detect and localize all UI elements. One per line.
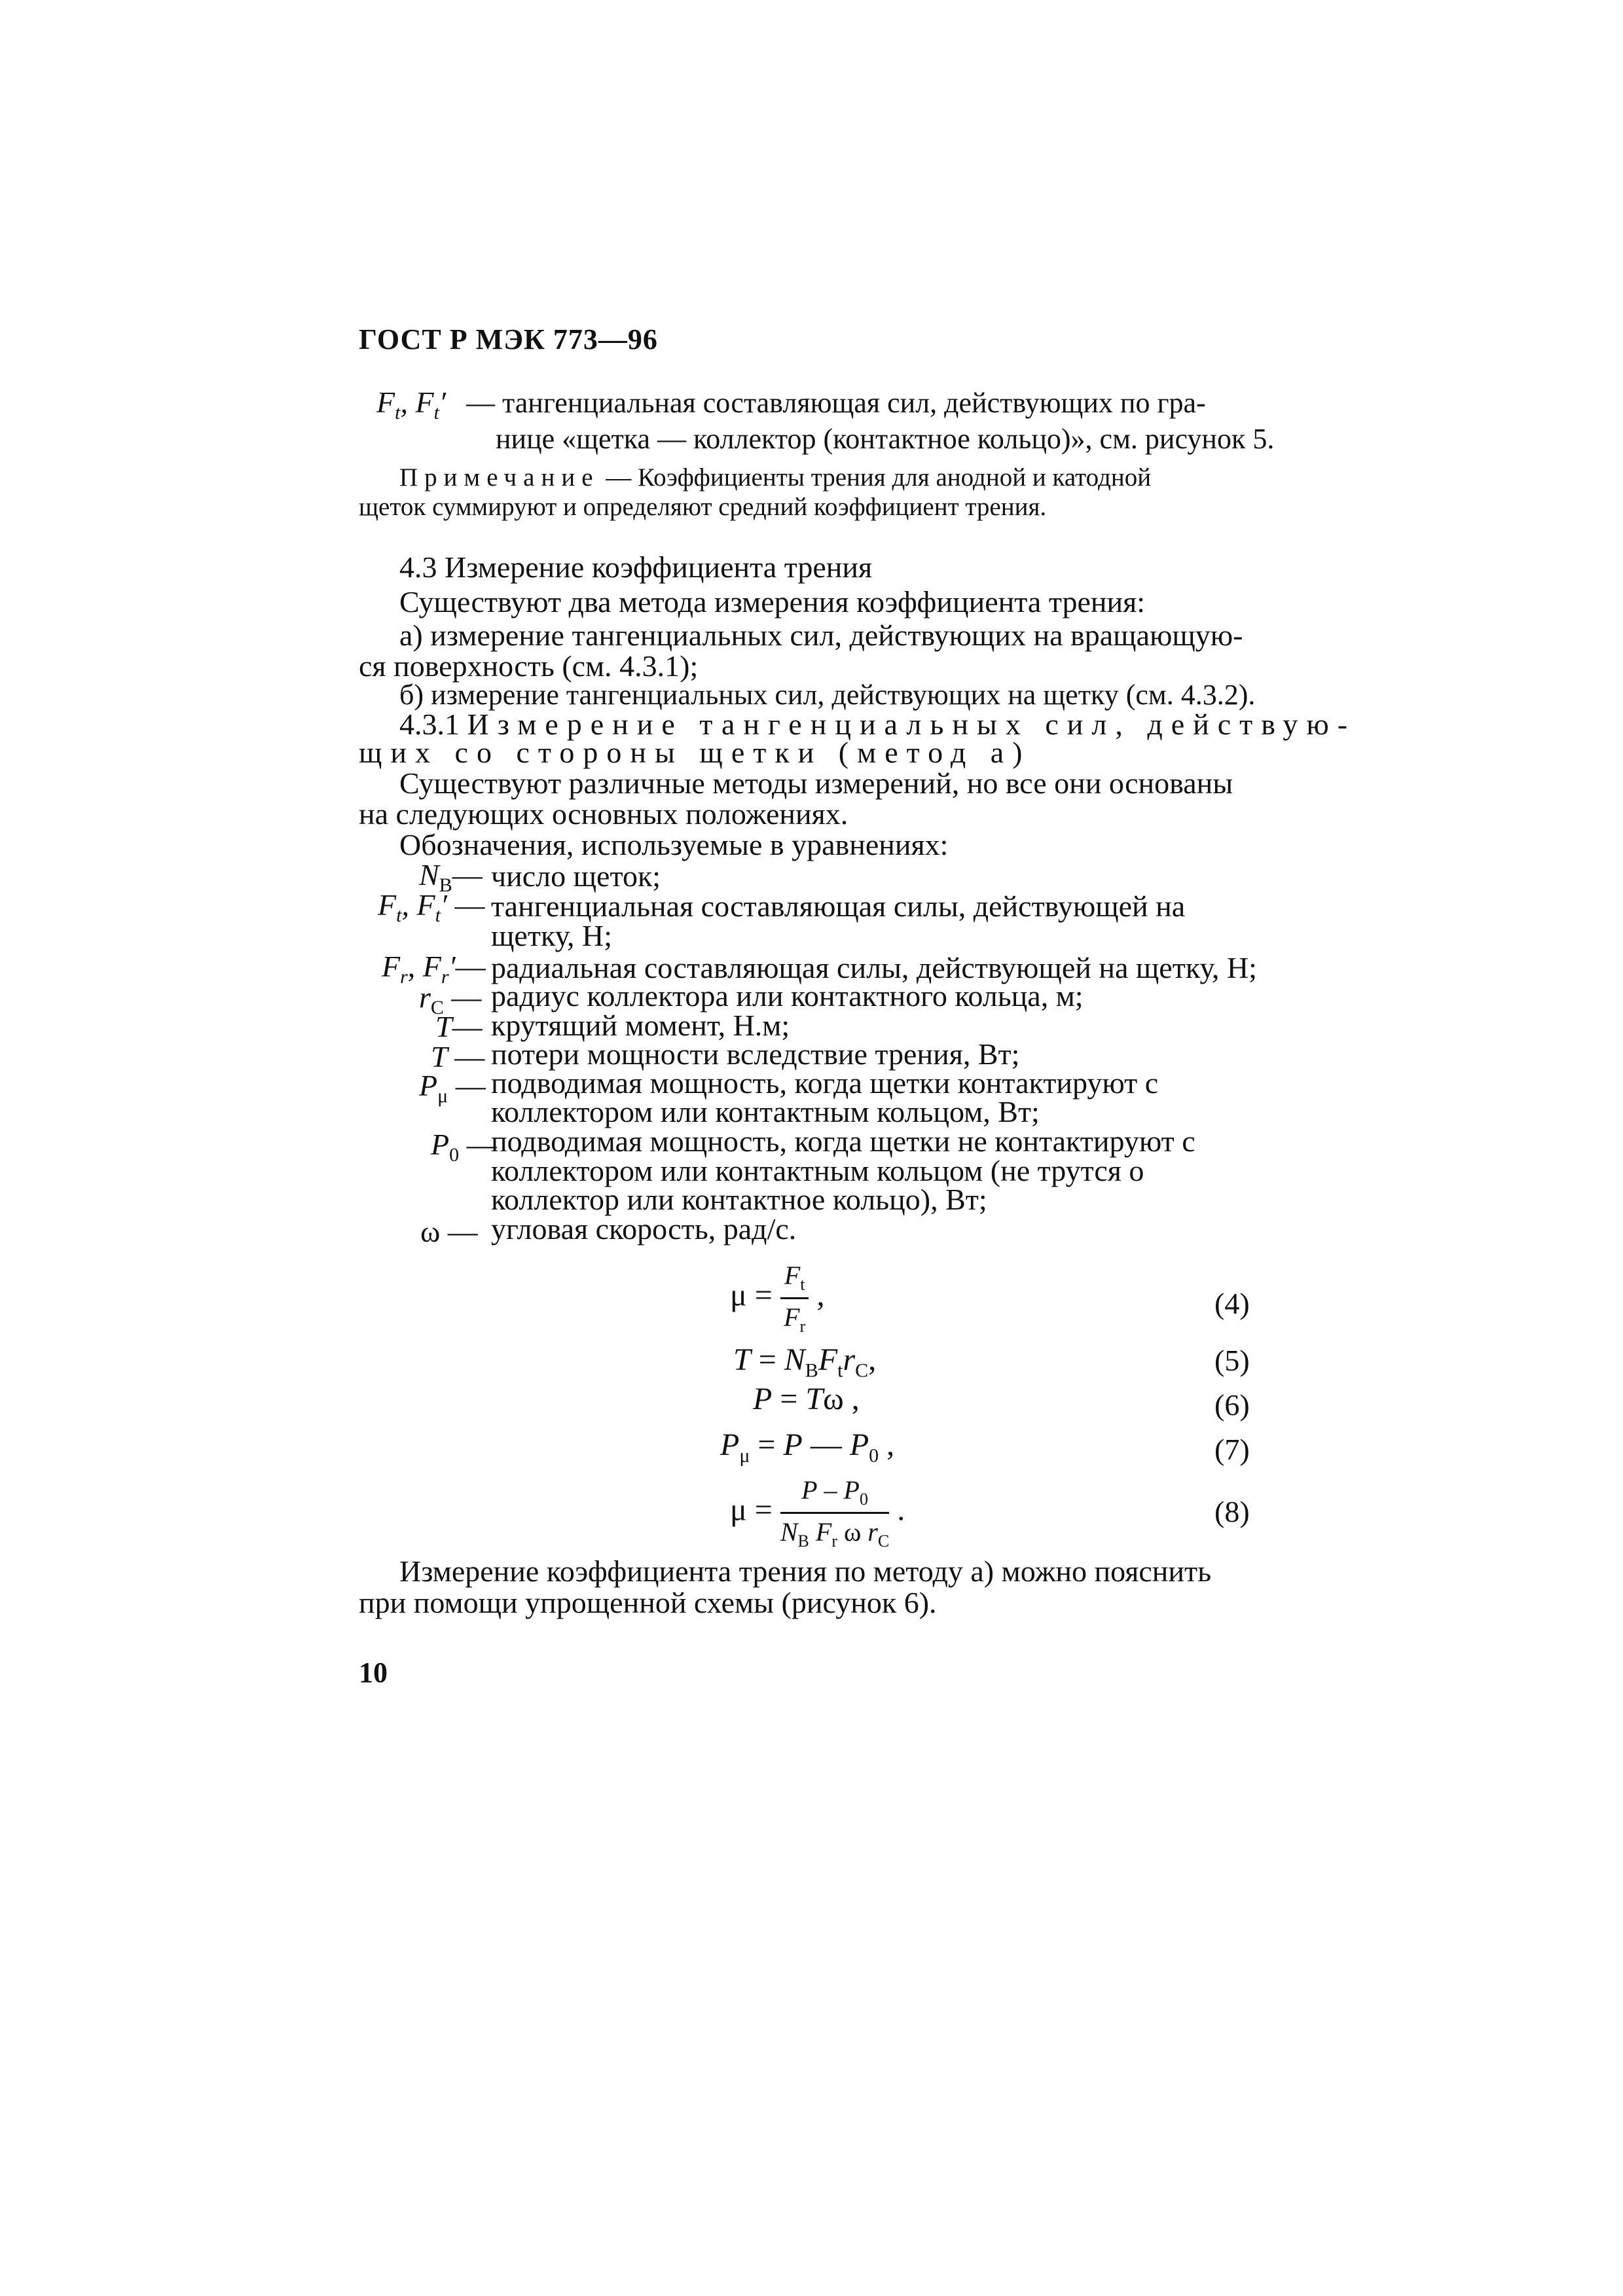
equation-7: $P_\mu = P$ — $P_0$ ,: [720, 1427, 895, 1467]
equation-5-number: (5): [1214, 1344, 1250, 1377]
equation-4: μ = $\frac{F_t}{F_r}$ ,: [730, 1261, 825, 1336]
symbol-pmu: $P_\mu$ —: [419, 1069, 486, 1107]
symbol-nb-desc: число щеток;: [491, 859, 661, 893]
closing-line2: при помощи упрощенной схемы (рисунок 6).: [359, 1586, 937, 1619]
symbol-ft-desc-2: щетку, Н;: [491, 919, 613, 952]
equation-8-number: (8): [1214, 1495, 1250, 1528]
section-4-3-item-a-line2: ся поверхность (см. 4.3.1);: [359, 649, 699, 683]
symbol-rc: $r_C$ —: [419, 980, 482, 1019]
note-line1: [399, 463, 1151, 492]
symbol-pmu-desc-2: коллектором или контактным кольцом, Вт;: [491, 1095, 1040, 1128]
note-text-1: — Коэффициенты трения для анодной и катодной: [606, 463, 1152, 492]
section-4-3-intro: Существуют два метода измерения коэффициента трения:: [399, 585, 1146, 619]
section-4-3-1-para-line2: на следующих основных положениях.: [359, 797, 848, 831]
symbol-rc-desc: радиус коллектора или контактного кольца, м;: [491, 979, 1084, 1013]
equation-6: P = Tω ,: [753, 1382, 860, 1416]
equation-5: $T = N_BF_tr_C$,: [733, 1342, 877, 1382]
equation-4-number: (4): [1214, 1287, 1250, 1320]
symbol-p0-desc-2: коллектором или контактным кольцом (не трутся о: [491, 1154, 1144, 1187]
symbol-omega-desc: угловая скорость, рад/с.: [491, 1212, 797, 1246]
equation-8: μ = $\frac{P - P_0}{N_B F_r \omega r_C}$ .: [730, 1475, 905, 1551]
symbol-fr-desc: радиальная составляющая силы, действующей на щетку, Н;: [491, 951, 1257, 984]
section-4-3-1-title-line1: 4.3.1 Измерение тангенциальных сил, действую-: [399, 708, 1357, 741]
symbol-ft: $F_t$, $F_t'$ —: [378, 888, 485, 927]
section-4-3-item-b: б) измерение тангенциальных сил, действующих на щетку (см. 4.3.2).: [399, 679, 1256, 711]
closing-line1: Измерение коэффициента трения по методу а) можно пояснить: [399, 1554, 1212, 1588]
note-line2: щеток суммируют и определяют средний коэффициент трения.: [359, 493, 1047, 521]
symbols-intro: Обозначения, используемые в уравнениях:: [399, 828, 949, 861]
section-4-3-heading: 4.3 Измерение коэффициента трения: [399, 550, 873, 584]
section-4-3-1-para-line1: Существуют различные методы измерений, но все они основаны: [399, 766, 1233, 800]
top-definition-line1: — тангенциальная составляющая сил, действующих по гра-: [466, 387, 1206, 419]
symbol-t-torque: T—: [435, 1010, 483, 1043]
page-number: 10: [359, 1657, 388, 1689]
symbol-omega: ω —: [420, 1215, 478, 1248]
top-definition-symbol: $F_t$, $F_t'$: [376, 386, 446, 424]
section-4-3-1-title-line2: щих со стороны щетки (метод а): [359, 736, 1031, 769]
symbol-pmu-desc-1: подводимая мощность, когда щетки контактируют с: [491, 1066, 1159, 1100]
section-4-3-item-a-line1: а) измерение тангенциальных сил, действующих на вращающую-: [399, 619, 1243, 652]
symbol-p0-desc-1: подводимая мощность, когда щетки не контактируют с: [491, 1124, 1195, 1158]
standard-id: ГОСТ Р МЭК 773—96: [359, 323, 658, 355]
symbol-ft-desc-1: тангенциальная составляющая силы, действующей на: [491, 889, 1186, 923]
symbol-p0-desc-3: коллектор или контактное кольцо), Вт;: [491, 1183, 987, 1216]
symbol-nb: $N_B—$: [419, 858, 483, 897]
symbol-p0: $P_0$ —: [431, 1128, 497, 1166]
symbol-t-torque-desc: крутящий момент, Н.м;: [491, 1009, 790, 1042]
equation-6-number: (6): [1214, 1388, 1250, 1422]
symbol-t-losses-desc: потери мощности вследствие трения, Вт;: [491, 1037, 1020, 1071]
note-label: Примечание: [399, 463, 600, 492]
symbol-fr: $F_r$, $F_r'—$: [382, 950, 486, 988]
equation-7-number: (7): [1214, 1433, 1250, 1466]
symbol-t-losses: T —: [431, 1040, 485, 1073]
top-definition-line2: нице «щетка — коллектор (контактное кольцо)», см. рисунок 5.: [496, 423, 1275, 455]
